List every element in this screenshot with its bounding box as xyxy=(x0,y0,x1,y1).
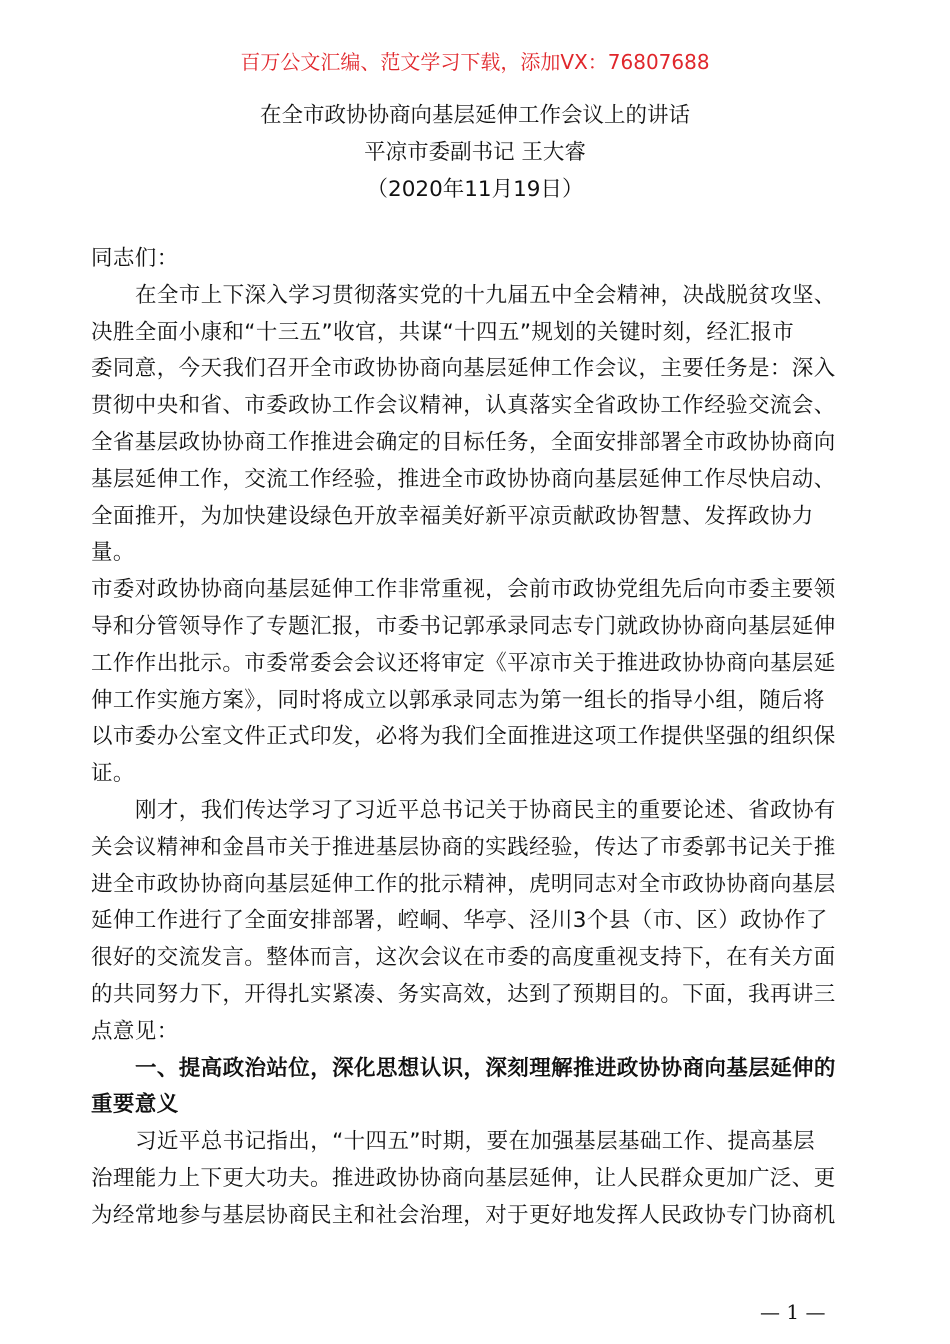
body-text-line: 延伸工作进行了全面安排部署，崆峒、华亭、泾川3个县（市、区）政协作了 xyxy=(91,908,828,934)
body-text-line: 量。 xyxy=(91,540,135,566)
body-text-line: 很好的交流发言。整体而言，这次会议在市委的高度重视支持下，在有关方面 xyxy=(91,945,836,971)
body-text-line: 的共同努力下，开得扎实紧凑、务实高效，达到了预期目的。下面，我再讲三 xyxy=(91,982,836,1007)
body-text-line: 市委对政协协商向基层延伸工作非常重视，会前市政协党组先后向市委主要领 xyxy=(91,577,836,603)
body-text-line: 在全市上下深入学习贯彻落实党的十九届五中全会精神，决战脱贫攻坚、 xyxy=(135,282,836,308)
watermark-banner: 百万公文汇编、范文学习下载，添加VX：76807688 xyxy=(240,50,710,74)
body-text-line: 习近平总书记指出，“十四五”时期，要在加强基层基础工作、提高基层 xyxy=(135,1129,816,1155)
body-text-line: 委同意，今天我们召开全市政协协商向基层延伸工作会议，主要任务是：深入 xyxy=(91,356,836,382)
body-text-line: 全省基层政协协商工作推进会确定的目标任务，全面安排部署全市政协协商向 xyxy=(91,430,836,455)
body-text-line: 全面推开，为加快建设绿色开放幸福美好新平凉贡献政协智慧、发挥政协力 xyxy=(91,503,814,529)
body-text-line: 贯彻中央和省、市委政协工作会议精神，认真落实全省政协工作经验交流会、 xyxy=(91,393,836,419)
body-text-line: 以市委办公室文件正式印发，必将为我们全面推进这项工作提供坚强的组织保 xyxy=(91,724,836,750)
body-text-line: 同志们： xyxy=(91,246,179,271)
section-heading-line: 重要意义 xyxy=(91,1092,179,1118)
body-text-line: 刚才，我们传达学习了习近平总书记关于协商民主的重要论述、省政协有 xyxy=(135,798,836,823)
body-text-line: 基层延伸工作，交流工作经验，推进全市政协协商向基层延伸工作尽快启动、 xyxy=(91,466,836,492)
body-text-line: 关会议精神和金昌市关于推进基层协商的实践经验，传达了市委郭书记关于推 xyxy=(91,834,836,860)
body-text-line: 决胜全面小康和“十三五”收官，共谋“十四五”规划的关键时刻，经汇报市 xyxy=(91,319,795,345)
body-text-line: 证。 xyxy=(91,761,135,787)
body-text-line: 进全市政协协商向基层延伸工作的批示精神，虎明同志对全市政协协商向基层 xyxy=(91,871,836,897)
body-text-line: 点意见： xyxy=(91,1018,179,1044)
body-text-line: 为经常地参与基层协商民主和社会治理，对于更好地发挥人民政协专门协商机 xyxy=(91,1202,836,1228)
document-author: 平凉市委副书记 王大睿 xyxy=(364,140,586,165)
body-text-line: 工作作出批示。市委常委会会议还将审定《平凉市关于推进政协协商向基层延 xyxy=(91,650,836,676)
body-text-line: 导和分管领导作了专题汇报，市委书记郭承录同志专门就政协协商向基层延伸 xyxy=(91,614,836,639)
document-date: （2020年11月19日） xyxy=(366,177,584,202)
body-text-line: 治理能力上下更大功夫。推进政协协商向基层延伸，让人民群众更加广泛、更 xyxy=(91,1166,836,1191)
document-title: 在全市政协协商向基层延伸工作会议上的讲话 xyxy=(259,103,690,128)
body-text-line: 伸工作实施方案》，同时将成立以郭承录同志为第一组长的指导小组，随后将 xyxy=(91,687,825,713)
page-number: — 1 — xyxy=(760,1300,826,1324)
section-heading-line: 一、提高政治站位，深化思想认识，深刻理解推进政协协商向基层延伸的 xyxy=(135,1055,836,1081)
